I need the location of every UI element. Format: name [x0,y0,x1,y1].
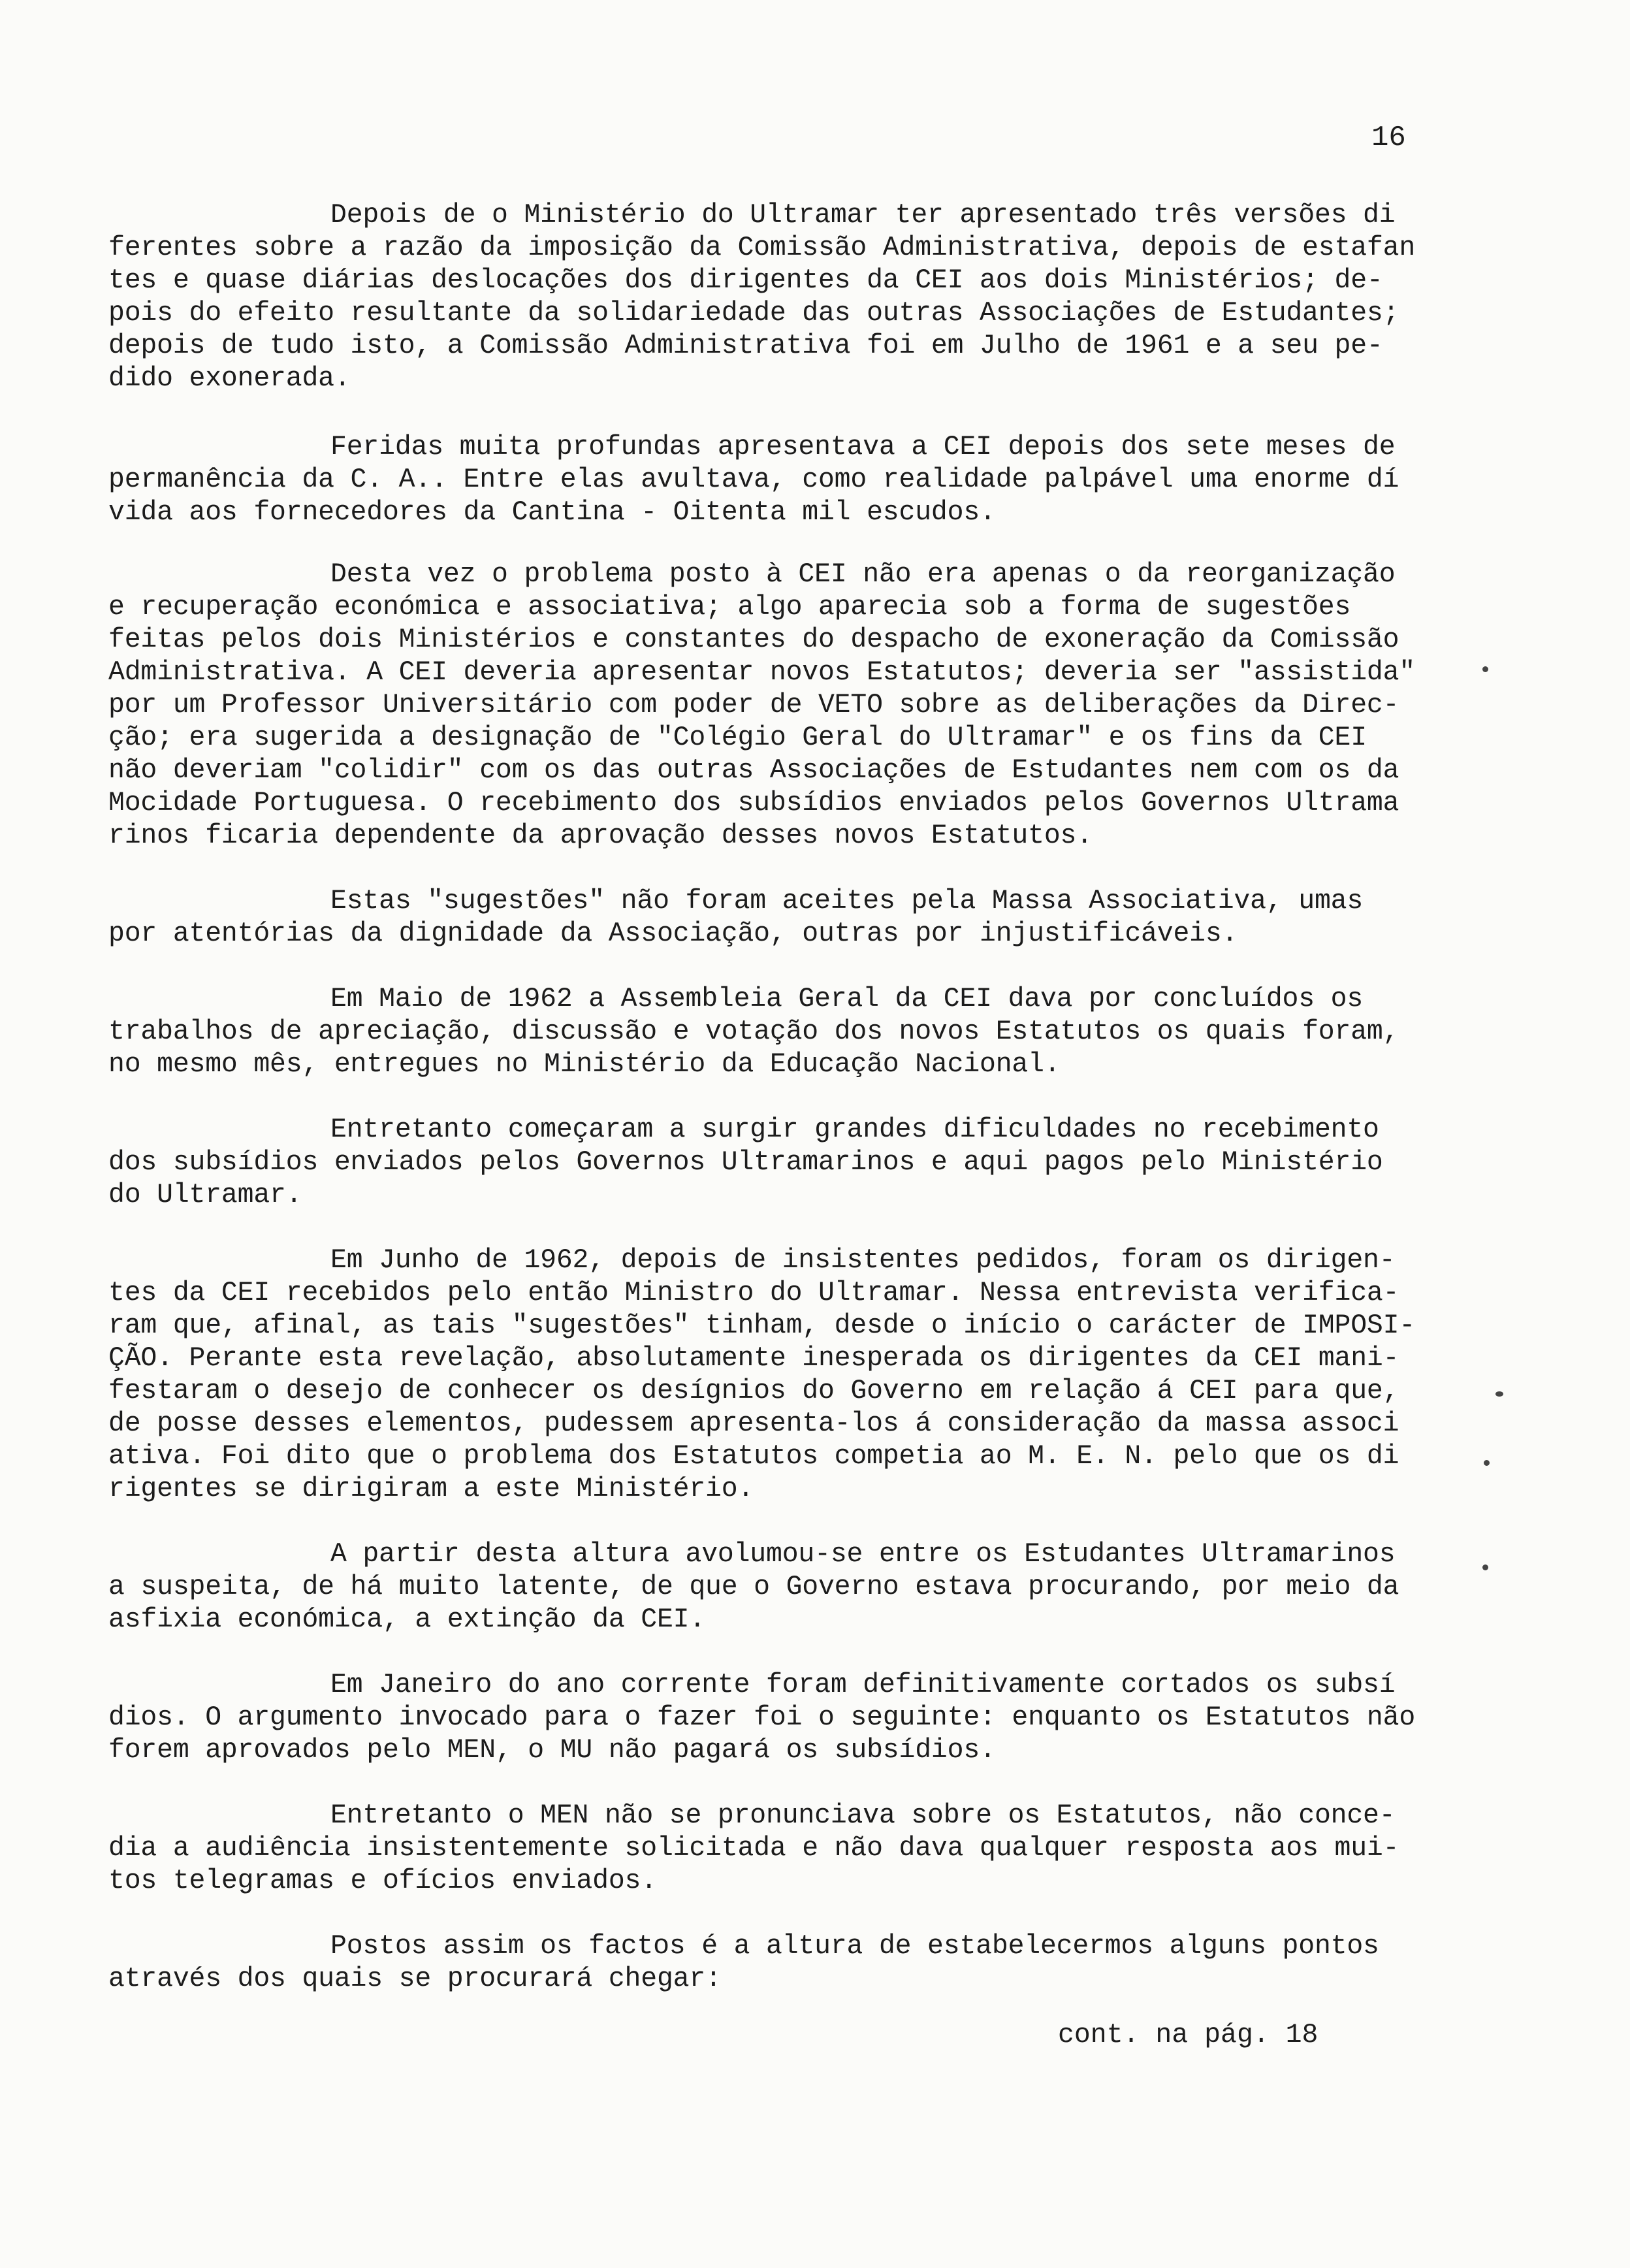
paragraph-4 [108,885,1408,950]
scan-speck [1482,1564,1488,1570]
text-line: Depois de o Ministério do Ultramar ter apresentado três versões di [330,200,1396,231]
text-line: através dos quais se procurará chegar: [108,1964,722,1994]
paragraph-8 [108,1538,1408,1636]
paragraph-11 [108,1930,1408,1996]
paragraph-6 [108,1114,1408,1212]
text-line: tes e quase diárias deslocações dos dirigentes da CEI aos dois Ministérios; de- [108,265,1383,296]
text-line: Feridas muita profundas apresentava a CEI depois dos sete meses de [330,432,1396,462]
text-line: A partir desta altura avolumou-se entre os Estudantes Ultramarinos [330,1539,1396,1570]
text-line: dos subsídios enviados pelos Governos Ultramarinos e aqui pagos pelo Ministério [108,1147,1383,1178]
paragraph-5 [108,983,1408,1081]
page-number: 16 [1371,122,1406,154]
paragraph-3 [108,559,1416,852]
text-line: depois de tudo isto, a Comissão Administrativa foi em Julho de 1961 e a seu pe- [108,331,1383,361]
paragraph-1 [108,199,1416,395]
paragraph-2 [108,431,1408,529]
text-line: Em Maio de 1962 a Assembleia Geral da CEI dava por concluídos os [330,984,1364,1014]
text-line: ção; era sugerida a designação de "Colégio Geral do Ultramar" e os fins da CEI [108,722,1367,753]
text-line: por atentórias da dignidade da Associação, outras por injustificáveis. [108,918,1238,949]
text-line: dios. O argumento invocado para o fazer foi o seguinte: enquanto os Estatutos não [108,1702,1416,1733]
text-line: não deveriam "colidir" com os das outras Associações de Estudantes nem com os da [108,755,1399,786]
text-line: ativa. Foi dito que o problema dos Estatutos competia ao M. E. N. pelo que os di [108,1441,1399,1472]
text-line: permanência da C. A.. Entre elas avultava, como realidade palpável uma enorme dí [108,464,1399,495]
text-line: Postos assim os factos é a altura de estabelecermos alguns pontos [330,1931,1379,1962]
text-line: no mesmo mês, entregues no Ministério da Educação Nacional. [108,1049,1061,1080]
text-line: tos telegramas e ofícios enviados. [108,1866,657,1896]
text-line: de posse desses elementos, pudessem apresenta-los á consideração da massa associ [108,1408,1399,1439]
text-line: Em Janeiro do ano corrente foram definitivamente cortados os subsí [330,1670,1396,1700]
paragraph-7 [108,1244,1416,1506]
text-line: rinos ficaria dependente da aprovação desses novos Estatutos. [108,820,1093,851]
text-line: Entretanto o MEN não se pronunciava sobre os Estatutos, não conce- [330,1800,1396,1831]
text-line: ÇÃO. Perante esta revelação, absolutamente inesperada os dirigentes da CEI mani- [108,1343,1399,1374]
text-line: tes da CEI recebidos pelo então Ministro do Ultramar. Nessa entrevista verifica- [108,1278,1399,1308]
text-line: festaram o desejo de conhecer os desígnios do Governo em relação á CEI para que, [108,1376,1399,1406]
text-line: pois do efeito resultante da solidariedade das outras Associações de Estudantes; [108,298,1399,329]
text-line: asfixia económica, a extinção da CEI. [108,1604,706,1635]
text-line: por um Professor Universitário com poder de VETO sobre as deliberações da Direc- [108,690,1399,721]
text-line: Entretanto começaram a surgir grandes dificuldades no recebimento [330,1114,1379,1145]
continuation-note: cont. na pág. 18 [1058,2020,1318,2050]
scan-speck [1495,1391,1503,1397]
text-line: vida aos fornecedores da Cantina - Oitenta mil escudos. [108,497,996,528]
scan-speck [1482,666,1488,672]
paragraph-9 [108,1669,1416,1767]
text-line: Estas "sugestões" não foram aceites pela Massa Associativa, umas [330,886,1364,916]
text-line: ferentes sobre a razão da imposição da Comissão Administrativa, depois de estafan [108,233,1416,263]
text-line: dia a audiência insistentemente solicitada e não dava qualquer resposta aos mui- [108,1833,1399,1864]
paragraph-10 [108,1800,1408,1898]
text-line: rigentes se dirigiram a este Ministério. [108,1474,754,1504]
text-line: Administrativa. A CEI deveria apresentar novos Estatutos; deveria ser "assistida" [108,657,1416,688]
scan-speck [1484,1460,1490,1466]
text-line: e recuperação económica e associativa; algo aparecia sob a forma de sugestões [108,592,1351,623]
text-line: Desta vez o problema posto à CEI não era apenas o da reorganização [330,559,1396,590]
text-line: forem aprovados pelo MEN, o MU não pagará os subsídios. [108,1735,996,1766]
text-line: dido exonerada. [108,363,351,394]
text-line: trabalhos de apreciação, discussão e votação dos novos Estatutos os quais foram, [108,1016,1399,1047]
text-line: Mocidade Portuguesa. O recebimento dos subsídios enviados pelos Governos Ultrama [108,788,1399,818]
text-line: do Ultramar. [108,1180,302,1210]
text-line: ram que, afinal, as tais "sugestões" tinham, desde o início o carácter de IMPOSI- [108,1310,1416,1341]
text-line: Em Junho de 1962, depois de insistentes pedidos, foram os dirigen- [330,1245,1396,1276]
text-line: feitas pelos dois Ministérios e constantes do despacho de exoneração da Comissão [108,624,1399,655]
text-line: a suspeita, de há muito latente, de que o Governo estava procurando, por meio da [108,1572,1399,1602]
